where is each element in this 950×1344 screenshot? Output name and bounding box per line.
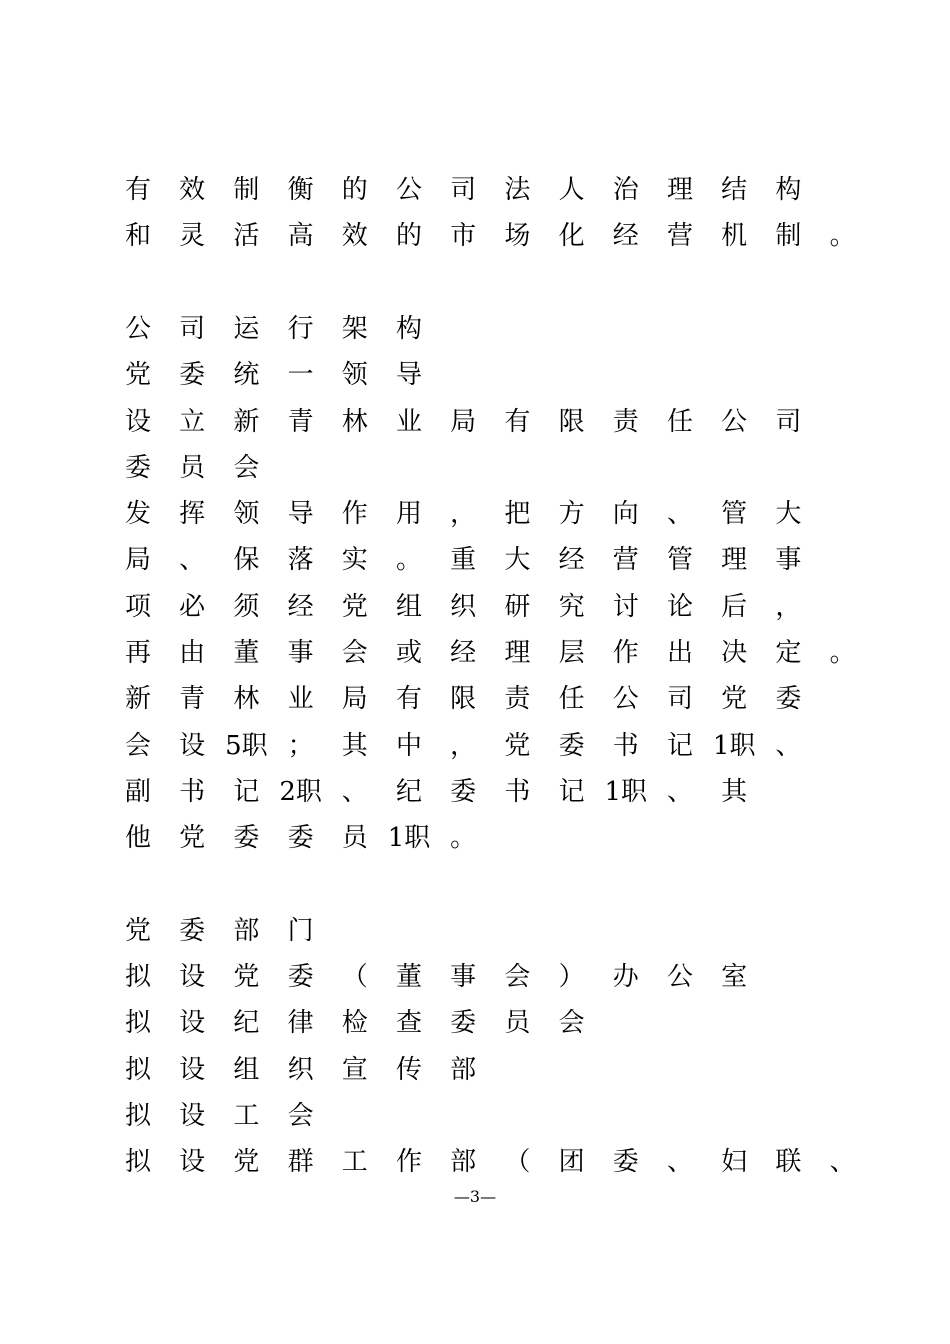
glyph: 5职 — [225, 730, 268, 761]
glyph: 会 — [233, 452, 260, 483]
glyph: 书 — [612, 730, 639, 761]
glyph: 设 — [179, 1101, 206, 1131]
glyph: 再 — [124, 638, 151, 668]
glyph: 结 — [721, 175, 748, 205]
glyph: ， — [775, 591, 802, 622]
glyph: 党 — [233, 1147, 260, 1178]
glyph: 大 — [504, 545, 531, 576]
glyph: 联 — [775, 1147, 802, 1178]
glyph: 制 — [233, 175, 260, 205]
glyph: 业 — [287, 684, 314, 715]
glyph: 或 — [395, 638, 422, 668]
glyph: 营 — [666, 221, 693, 252]
glyph: 治 — [612, 175, 639, 205]
glyph: 向 — [612, 499, 639, 530]
glyph: 委 — [179, 360, 206, 391]
glyph: 经 — [558, 545, 585, 576]
glyph: 公 — [721, 406, 748, 437]
glyph: 、 — [775, 730, 802, 761]
glyph: 限 — [558, 406, 585, 437]
glyph: 高 — [287, 221, 314, 252]
glyph: 纪 — [395, 776, 422, 807]
glyph: 发 — [124, 499, 151, 530]
glyph: 实 — [341, 545, 368, 576]
glyph: 责 — [612, 406, 639, 437]
glyph: 新 — [233, 406, 260, 437]
glyph: 理 — [666, 175, 693, 205]
glyph: 定 — [775, 638, 802, 668]
glyph: （ — [341, 962, 368, 993]
glyph: 领 — [341, 360, 368, 391]
glyph: 局 — [341, 684, 368, 715]
glyph: 中 — [395, 730, 422, 761]
glyph: 党 — [504, 730, 531, 761]
glyph: 拟 — [124, 1101, 151, 1131]
glyph: 法 — [504, 175, 531, 205]
glyph: 青 — [287, 406, 314, 437]
glyph: 拟 — [124, 962, 151, 993]
glyph: 拟 — [124, 1147, 151, 1178]
glyph: 机 — [721, 221, 748, 252]
glyph: 领 — [233, 499, 260, 530]
glyph: 灵 — [179, 221, 206, 252]
glyph: 公 — [612, 684, 639, 715]
glyph: 会 — [287, 1101, 314, 1131]
glyph: 和 — [124, 221, 151, 252]
glyph: 门 — [287, 915, 314, 946]
glyph: 纪 — [233, 1008, 260, 1039]
glyph: 委 — [233, 823, 260, 854]
glyph: 司 — [775, 406, 802, 437]
glyph: 构 — [395, 313, 422, 344]
glyph: 构 — [775, 175, 802, 205]
glyph: 化 — [558, 221, 585, 252]
glyph: 新 — [124, 684, 151, 715]
glyph: 副 — [124, 776, 151, 807]
glyph: 出 — [666, 638, 693, 668]
glyph: 会 — [341, 638, 368, 668]
glyph: 局 — [450, 406, 477, 437]
glyph: 妇 — [721, 1147, 748, 1178]
glyph: 场 — [504, 221, 531, 252]
glyph: 效 — [179, 175, 206, 205]
glyph: 有 — [504, 406, 531, 437]
glyph: 董 — [233, 638, 260, 668]
glyph: 记 — [666, 730, 693, 761]
glyph: 部 — [450, 1054, 477, 1085]
glyph: 委 — [179, 915, 206, 946]
glyph: 任 — [558, 684, 585, 715]
glyph: 导 — [287, 499, 314, 530]
glyph: 传 — [395, 1054, 422, 1085]
glyph: 党 — [179, 823, 206, 854]
glyph: 委 — [775, 684, 802, 715]
glyph: 设 — [124, 406, 151, 437]
glyph: 1职 — [387, 823, 431, 854]
glyph: 员 — [341, 823, 368, 854]
glyph: 部 — [233, 915, 260, 946]
glyph: 统 — [233, 360, 260, 391]
glyph: 作 — [612, 638, 639, 668]
glyph: 。 — [829, 638, 856, 668]
glyph: 衡 — [287, 175, 314, 205]
glyph: 拟 — [124, 1054, 151, 1085]
glyph: 司 — [179, 313, 206, 344]
glyph: 1职 — [712, 730, 756, 761]
glyph: 会 — [558, 1008, 585, 1039]
glyph: 拟 — [124, 1008, 151, 1039]
glyph: 记 — [558, 776, 585, 807]
glyph: 理 — [504, 638, 531, 668]
glyph: （ — [504, 1147, 531, 1178]
glyph: 织 — [287, 1054, 314, 1085]
glyph: 党 — [233, 962, 260, 993]
glyph: 其 — [341, 730, 368, 761]
glyph: 宣 — [341, 1054, 368, 1085]
glyph: 他 — [124, 823, 151, 854]
glyph: 制 — [775, 221, 802, 252]
glyph: 行 — [287, 313, 314, 344]
glyph: 把 — [504, 499, 531, 530]
glyph: 运 — [233, 313, 260, 344]
glyph: 织 — [450, 591, 477, 622]
glyph: 究 — [558, 591, 585, 622]
page-number: —3— — [453, 1187, 497, 1206]
glyph: ， — [450, 499, 477, 530]
glyph: 林 — [341, 406, 368, 437]
glyph: 人 — [558, 175, 585, 205]
glyph: 公 — [395, 175, 422, 205]
glyph: 委 — [287, 962, 314, 993]
glyph: 保 — [233, 545, 260, 576]
glyph: 律 — [287, 1008, 314, 1039]
glyph: 作 — [341, 499, 368, 530]
glyph: 任 — [666, 406, 693, 437]
glyph: 设 — [179, 1008, 206, 1039]
glyph: 。 — [395, 545, 422, 576]
glyph: 委 — [287, 823, 314, 854]
glyph: 重 — [450, 545, 477, 576]
glyph: 群 — [287, 1147, 314, 1178]
glyph: 局 — [124, 545, 151, 576]
glyph: 党 — [124, 915, 151, 946]
glyph: 、 — [666, 776, 693, 807]
glyph: ） — [558, 962, 585, 993]
glyph: 架 — [341, 313, 368, 344]
glyph: 决 — [721, 638, 748, 668]
glyph: 设 — [179, 962, 206, 993]
glyph: 青 — [179, 684, 206, 715]
glyph: 用 — [395, 499, 422, 530]
glyph: 林 — [233, 684, 260, 715]
glyph: 管 — [721, 499, 748, 530]
glyph: 委 — [124, 452, 151, 483]
glyph: 2职 — [279, 776, 322, 807]
glyph: 会 — [504, 962, 531, 993]
glyph: 会 — [124, 730, 151, 761]
glyph: 方 — [558, 499, 585, 530]
glyph: 党 — [341, 591, 368, 622]
glyph: 责 — [504, 684, 531, 715]
glyph: 公 — [666, 962, 693, 993]
glyph: 其 — [721, 776, 748, 807]
glyph: 检 — [341, 1008, 368, 1039]
glyph: 委 — [450, 776, 477, 807]
glyph: 司 — [450, 175, 477, 205]
glyph: 办 — [612, 962, 639, 993]
glyph: 的 — [395, 221, 422, 252]
glyph: 董 — [395, 962, 422, 993]
glyph: 、 — [341, 776, 368, 807]
glyph: 后 — [721, 591, 748, 622]
glyph: 。 — [829, 221, 856, 252]
glyph: 必 — [179, 591, 206, 622]
glyph: 限 — [450, 684, 477, 715]
glyph: 查 — [395, 1008, 422, 1039]
glyph: 有 — [124, 175, 151, 205]
glyph: 设 — [179, 730, 206, 761]
glyph: ； — [287, 730, 314, 761]
glyph: 设 — [179, 1054, 206, 1085]
glyph: 大 — [775, 499, 802, 530]
glyph: 部 — [450, 1147, 477, 1178]
glyph: 管 — [666, 545, 693, 576]
glyph: 组 — [233, 1054, 260, 1085]
glyph: 室 — [721, 962, 748, 993]
glyph: 委 — [612, 1147, 639, 1178]
glyph: 委 — [558, 730, 585, 761]
glyph: 委 — [450, 1008, 477, 1039]
glyph: 讨 — [612, 591, 639, 622]
glyph: 导 — [395, 360, 422, 391]
glyph: ， — [450, 730, 477, 761]
glyph: 党 — [721, 684, 748, 715]
glyph: 员 — [179, 452, 206, 483]
glyph: 事 — [287, 638, 314, 668]
glyph: 业 — [395, 406, 422, 437]
glyph: 工 — [341, 1147, 368, 1178]
glyph: 挥 — [179, 499, 206, 530]
glyph: 、 — [179, 545, 206, 576]
glyph: 、 — [666, 499, 693, 530]
glyph: 工 — [233, 1101, 260, 1131]
glyph: 设 — [179, 1147, 206, 1178]
glyph: 效 — [341, 221, 368, 252]
glyph: 营 — [612, 545, 639, 576]
glyph: 、 — [666, 1147, 693, 1178]
glyph: 经 — [612, 221, 639, 252]
glyph: 由 — [179, 638, 206, 668]
glyph: 事 — [450, 962, 477, 993]
glyph: 立 — [179, 406, 206, 437]
glyph: 须 — [233, 591, 260, 622]
glyph: 组 — [395, 591, 422, 622]
glyph: 经 — [287, 591, 314, 622]
glyph: 作 — [395, 1147, 422, 1178]
glyph: 项 — [124, 591, 151, 622]
glyph: 活 — [233, 221, 260, 252]
glyph: 公 — [124, 313, 151, 344]
glyph: 研 — [504, 591, 531, 622]
glyph: 的 — [341, 175, 368, 205]
glyph: 书 — [179, 776, 206, 807]
glyph: 落 — [287, 545, 314, 576]
glyph: 司 — [666, 684, 693, 715]
glyph: 、 — [829, 1147, 856, 1178]
glyph: 。 — [450, 823, 477, 854]
glyph: 市 — [450, 221, 477, 252]
glyph: 1职 — [604, 776, 648, 807]
glyph: 论 — [666, 591, 693, 622]
glyph: 书 — [504, 776, 531, 807]
glyph: 团 — [558, 1147, 585, 1178]
glyph: 事 — [775, 545, 802, 576]
glyph: 一 — [287, 360, 314, 391]
glyph: 记 — [233, 776, 260, 807]
glyph: 员 — [504, 1008, 531, 1039]
glyph: 理 — [721, 545, 748, 576]
glyph: 有 — [395, 684, 422, 715]
glyph: 党 — [124, 360, 151, 391]
glyph: 经 — [450, 638, 477, 668]
glyph: 层 — [558, 638, 585, 668]
